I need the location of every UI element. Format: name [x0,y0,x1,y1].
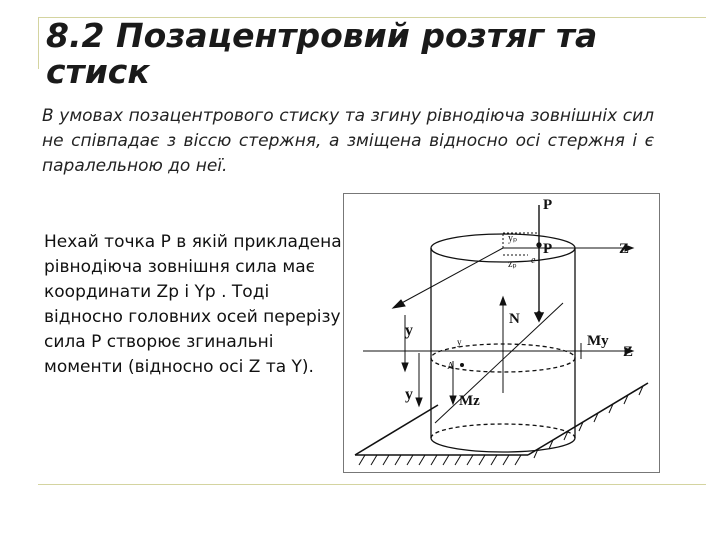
diagram-border [344,194,660,473]
label-z-top: Z [619,241,630,257]
eccentric-load-diagram [343,193,660,473]
label-z-mid: Z [623,344,634,360]
slide-title: 8.2 Позацентровий розтяг та стиск [46,16,598,91]
top-section-axes [393,233,633,308]
intro-paragraph: В умовах позацентрового стиску та згину рівнодіюча зовнішніх сил не співпадає з віссю стержня, а зміщена відносно осі стержня і є паралельною до неї. [42,106,654,176]
label-y-upper: y [405,322,413,339]
support-plate [355,383,648,455]
support-hatching [359,386,643,465]
force-p-arrow [535,205,543,321]
label-mz: Mz [459,393,480,409]
label-y-inner: y [457,337,462,347]
frame-left-line [38,17,39,69]
point-marks [460,311,541,367]
label-a: A [447,361,455,372]
label-y-lower: y [405,386,413,403]
frame-bottom-line [38,484,706,485]
mid-section-axes [363,297,633,423]
label-p-top: P [543,197,553,213]
body-paragraph: Нехай точка Р в якій прикладена рівнодіюча зовнішня сила має координати Zр і Yр . Тоді відносно головних осей перерізу сила Р створює згинальні моменти (відносно осі Z та Y). [44,232,342,377]
label-zp: zₚ [508,259,517,270]
label-e: e [531,255,536,266]
label-my: My [587,333,609,349]
label-n: N [509,311,520,327]
label-yp: yₚ [508,233,518,244]
label-p-point: P [543,241,553,257]
